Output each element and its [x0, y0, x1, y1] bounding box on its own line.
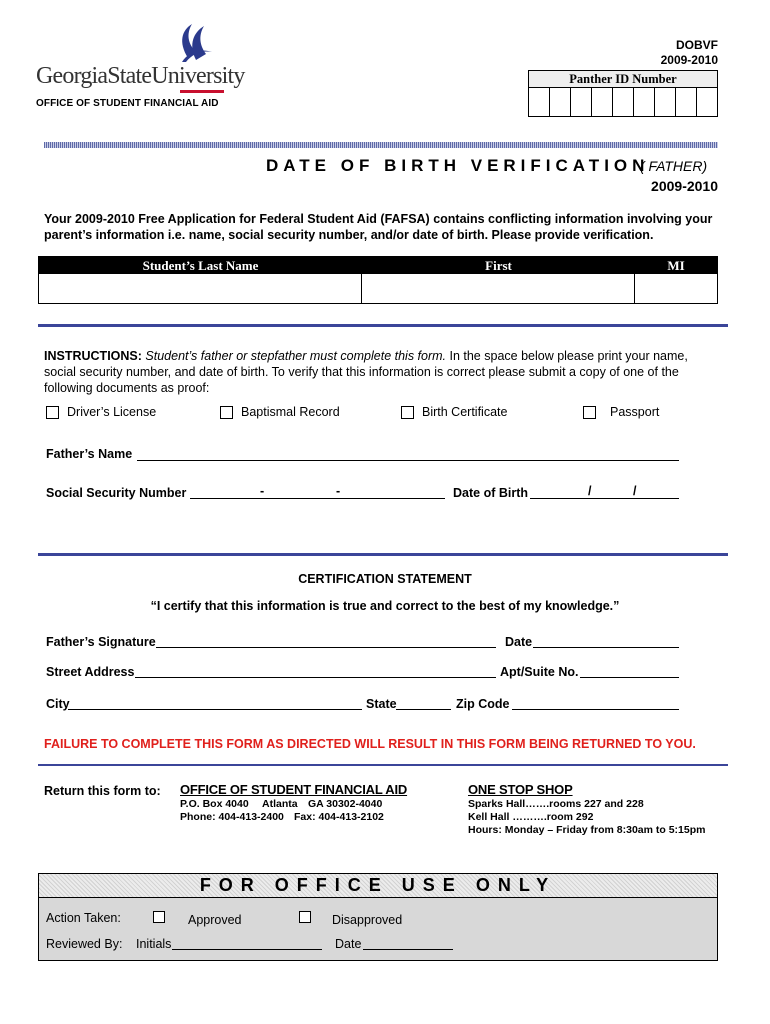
zip-label: Zip Code [456, 697, 510, 711]
wordmark-accent [180, 90, 224, 93]
review-date-label: Date [335, 937, 362, 951]
form-title-qualifier: ( FATHER) [640, 158, 708, 174]
panther-id-digit[interactable] [592, 88, 613, 116]
panther-id-box [528, 70, 718, 117]
approved-label: Approved [188, 913, 242, 927]
return-office-name: OFFICE OF STUDENT FINANCIAL AID [180, 782, 408, 797]
signature-label: Father’s Signature [46, 635, 156, 649]
signature-date-line[interactable] [533, 647, 679, 648]
return-label: Return this form to: [44, 784, 161, 798]
office-use-box [38, 873, 718, 961]
doc-option-label: Baptismal Record [241, 405, 340, 419]
instructions-label: INSTRUCTIONS: [44, 349, 142, 363]
signature-date-label: Date [505, 635, 533, 649]
certification-heading: CERTIFICATION STATEMENT [298, 572, 472, 586]
failure-warning: FAILURE TO COMPLETE THIS FORM AS DIRECTED WILL RESULT IN THIS FORM BEING RETURNED TO YOU. [44, 737, 696, 751]
kell-hall: Kell Hall ……….room 292 [468, 811, 594, 823]
dob-line[interactable] [530, 498, 679, 499]
apt-line[interactable] [580, 677, 679, 678]
section-divider [38, 553, 728, 556]
zip-line[interactable] [512, 709, 679, 710]
last-name-field[interactable] [39, 274, 362, 303]
disapproved-label: Disapproved [332, 913, 403, 927]
disapproved-checkbox[interactable] [299, 911, 311, 923]
form-code: DOBVF [676, 38, 718, 52]
initials-label: Initials [136, 937, 172, 951]
doc-option-drivers-license[interactable] [46, 405, 156, 419]
panther-id-digit[interactable] [634, 88, 655, 116]
checkbox[interactable] [220, 406, 233, 419]
section-divider [38, 324, 728, 327]
return-phone: Phone: 404-413-2400 [180, 811, 284, 823]
reviewed-by-label: Reviewed By: [46, 937, 123, 951]
first-name-header: First [485, 258, 512, 273]
action-taken-label: Action Taken: [46, 911, 121, 925]
student-name-row [39, 274, 717, 303]
ssn-dash-2: - [336, 484, 341, 498]
apt-label: Apt/Suite No. [500, 665, 579, 679]
doc-option-label: Passport [610, 405, 660, 419]
panther-id-digit[interactable] [550, 88, 571, 116]
first-name-field[interactable] [362, 274, 635, 303]
return-fax: Fax: 404-413-2102 [294, 811, 384, 823]
approved-checkbox[interactable] [153, 911, 165, 923]
checkbox[interactable] [46, 406, 59, 419]
office-name: OFFICE OF STUDENT FINANCIAL AID [36, 98, 219, 109]
ssn-dash-1: - [260, 484, 265, 498]
last-name-header: Student’s Last Name [142, 258, 259, 273]
mi-header: MI [667, 258, 685, 273]
dob-label: Date of Birth [453, 486, 528, 500]
doc-option-label: Birth Certificate [422, 405, 508, 419]
header-divider [44, 142, 718, 148]
form-code-block [560, 38, 718, 68]
city-label: City [46, 697, 70, 711]
mi-field[interactable] [635, 274, 717, 303]
panther-id-label: Panther ID Number [529, 71, 717, 88]
sparks-hall: Sparks Hall…….rooms 227 and 228 [468, 798, 644, 810]
street-line[interactable] [135, 677, 496, 678]
office-hours: Hours: Monday – Friday from 8:30am to 5:15pm [468, 824, 706, 836]
panther-id-digit[interactable] [529, 88, 550, 116]
state-line[interactable] [396, 709, 451, 710]
city-line[interactable] [68, 709, 362, 710]
doc-option-label: Driver’s License [67, 405, 157, 419]
panther-id-cells [529, 88, 717, 116]
fathers-name-label: Father’s Name [46, 447, 133, 461]
student-name-header [39, 257, 717, 274]
form-title-year: 2009-2010 [651, 178, 718, 194]
fathers-name-line[interactable] [137, 460, 679, 461]
instructions-italic: Student’s father or stepfather must complete this form. [145, 349, 447, 363]
doc-option-birth-certificate[interactable] [401, 405, 507, 419]
instructions-body: In the space below please print your name, social security number, and date of birth. To verify that this information is correct please submit a copy of one of the following documents as proof: [44, 349, 688, 395]
return-city: Atlanta [262, 798, 298, 810]
dob-slash-1: / [588, 484, 592, 498]
return-po-box: P.O. Box 4040 [180, 798, 249, 810]
intro-text: Your 2009-2010 Free Application for Federal Student Aid (FAFSA) contains conflicting information involving your parent’s information i.e. name, social security number, and/or date of birth. Please provide verification. [44, 212, 713, 242]
signature-line[interactable] [156, 647, 496, 648]
form-code-year: 2009-2010 [660, 53, 718, 67]
office-use-title: FOR OFFICE USE ONLY [199, 875, 557, 895]
ssn-line[interactable] [190, 498, 445, 499]
instructions [44, 348, 720, 396]
panther-id-digit[interactable] [676, 88, 697, 116]
university-wordmark: GeorgiaStateUniversity [36, 63, 245, 89]
panther-id-digit[interactable] [655, 88, 676, 116]
office-use-header [39, 874, 717, 898]
review-date-line[interactable] [363, 949, 453, 950]
street-label: Street Address [46, 665, 135, 679]
initials-line[interactable] [172, 949, 322, 950]
checkbox[interactable] [401, 406, 414, 419]
state-label: State [366, 697, 397, 711]
doc-option-baptismal-record[interactable] [220, 405, 340, 419]
panther-id-digit[interactable] [613, 88, 634, 116]
one-stop-shop: ONE STOP SHOP [468, 782, 573, 797]
dob-slash-2: / [633, 484, 637, 498]
form-title: DATE OF BIRTH VERIFICATION [266, 156, 650, 175]
return-state-zip: GA 30302-4040 [308, 798, 383, 810]
student-name-table [38, 256, 718, 304]
panther-id-digit[interactable] [571, 88, 592, 116]
section-divider [38, 764, 728, 766]
checkbox[interactable] [583, 406, 596, 419]
doc-option-passport[interactable] [583, 405, 659, 419]
ssn-label: Social Security Number [46, 486, 187, 500]
panther-id-digit[interactable] [697, 88, 717, 116]
certification-statement: “I certify that this information is true and correct to the best of my knowledge.” [150, 599, 620, 613]
